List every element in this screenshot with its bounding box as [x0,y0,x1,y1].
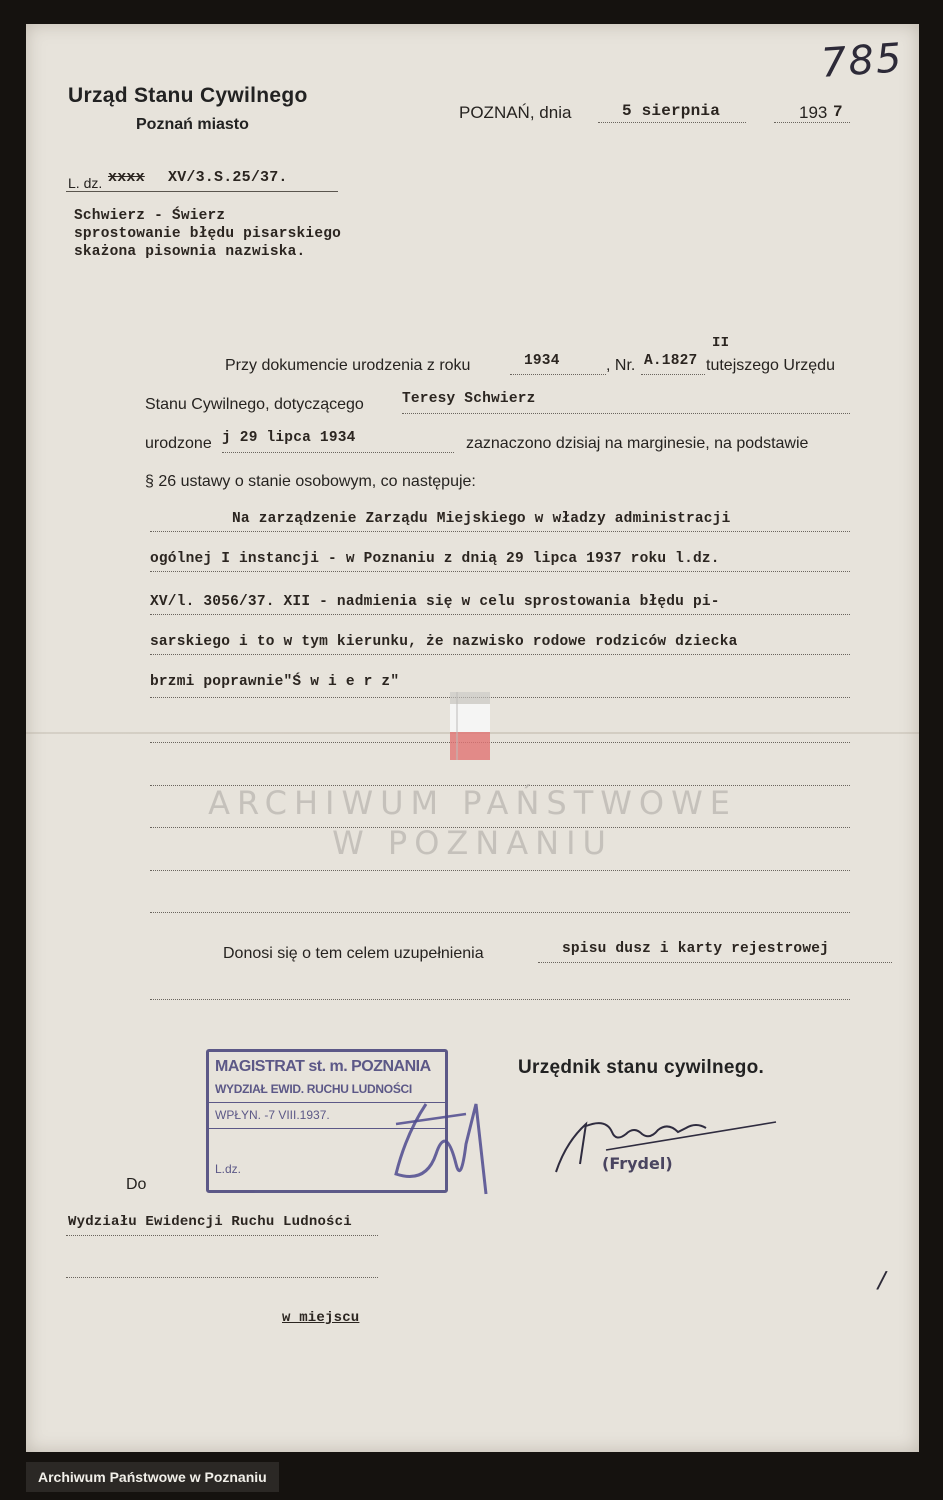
office-title: Urząd Stanu Cywilnego [68,84,308,107]
stamp-line-3: WPŁYN. -7 VIII.1937. [215,1108,330,1122]
recipient-rule-2 [66,1277,378,1278]
recipient-to-label: Do [126,1176,147,1193]
subject-line-1: Schwierz - Świerz [74,208,226,224]
record-number: A.1827 [644,353,698,369]
watermark-line-2: W POZNANIU [332,824,613,862]
body-p3-end: zaznaczono dzisiaj na marginesie, na podstawie [466,435,809,452]
body-nr-label: , Nr. [606,357,636,374]
annotation-rule-4 [150,654,850,655]
donosi-value: spisu dusz i karty rejestrowej [562,941,830,957]
recipient-place: w miejscu [282,1310,360,1326]
record-field-line [641,374,705,375]
date-day-month: 5 sierpnia [622,102,721,120]
body-p2-text: Stanu Cywilnego, dotyczącego [145,396,364,413]
watermark-line-1: ARCHIWUM PAŃSTWOWE [208,784,737,822]
date-year-printed: 193 [799,103,828,122]
year-field-line [510,374,606,375]
archive-number: 785 [819,35,905,87]
annotation-line-3: XV/l. 3056/37. XII - nadmienia się w celu sprostowania błędu pi- [150,594,720,610]
annotation-rule-2 [150,571,850,572]
birth-field-line [222,452,454,453]
empty-rule-1 [150,742,850,743]
document-page [26,24,919,1452]
birth-year: 1934 [524,353,560,369]
birth-date: j 29 lipca 1934 [222,430,356,446]
annotation-rule-3 [150,614,850,615]
donosi-rule-2 [150,999,850,1000]
annotation-line-2: ogólnej I instancji - w Poznaniu z dnią 29 lipca 1937 roku l.dz. [150,551,720,567]
polish-flag-mark [450,692,490,772]
city-date-prefix: POZNAŃ, dnia [459,103,572,122]
signature-name: (Frydel) [602,1154,673,1173]
body-p1-end: tutejszego Urzędu [706,357,835,374]
stamp-line-4: L.dz. [215,1162,242,1176]
recipient-name: Wydziału Ewidencji Ruchu Ludności [68,1214,352,1230]
stamp-line-2: WYDZIAŁ EWID. RUCHU LUDNOŚCI [215,1082,412,1096]
ref-number: XV/3.S.25/37. [168,169,288,186]
body-p1-text: Przy dokumencie urodzenia z roku [225,357,471,374]
person-field-line [402,413,850,414]
subject-line-3: skażona pisownia nazwiska. [74,244,306,260]
annotation-rule-5 [150,697,850,698]
empty-rule-5 [150,912,850,913]
date-year-typed: 7 [833,103,843,121]
stamp-initials-scrawl [366,1064,516,1204]
annotation-line-1: Na zarządzenie Zarządu Miejskiego w władzy administracji [232,511,731,527]
ref-underline [66,191,338,192]
donosi-text: Donosi się o tem celem uzupełnienia [223,945,484,962]
person-name: Teresy Schwierz [402,391,536,407]
body-p3-text: urodzone [145,435,212,452]
office-subtitle: Poznań miasto [136,116,249,133]
ref-label: L. dz. [68,175,103,191]
record-superscript: II [712,335,730,351]
stamp-line-1: MAGISTRAT st. m. POZNANIA [215,1058,431,1075]
recipient-rule-1 [66,1235,378,1236]
annotation-line-5: brzmi poprawnie"Ś w i e r z" [150,674,400,690]
annotation-line-4: sarskiego i to w tym kierunku, że nazwisko rodowe rodziców dziecka [150,634,738,650]
donosi-field-line [538,962,892,963]
body-p4-text: § 26 ustawy o stanie osobowym, co następuje: [145,473,476,490]
empty-rule-4 [150,870,850,871]
annotation-rule-1 [150,531,850,532]
archive-footer-label: Archiwum Państwowe w Poznaniu [26,1462,279,1492]
date-line [598,122,746,123]
subject-line-2: sprostowanie błędu pisarskiego [74,226,342,242]
margin-mark-icon: / [875,1265,889,1295]
signature-title: Urzędnik stanu cywilnego. [518,1057,765,1078]
ref-struck: xxxx [108,169,145,186]
